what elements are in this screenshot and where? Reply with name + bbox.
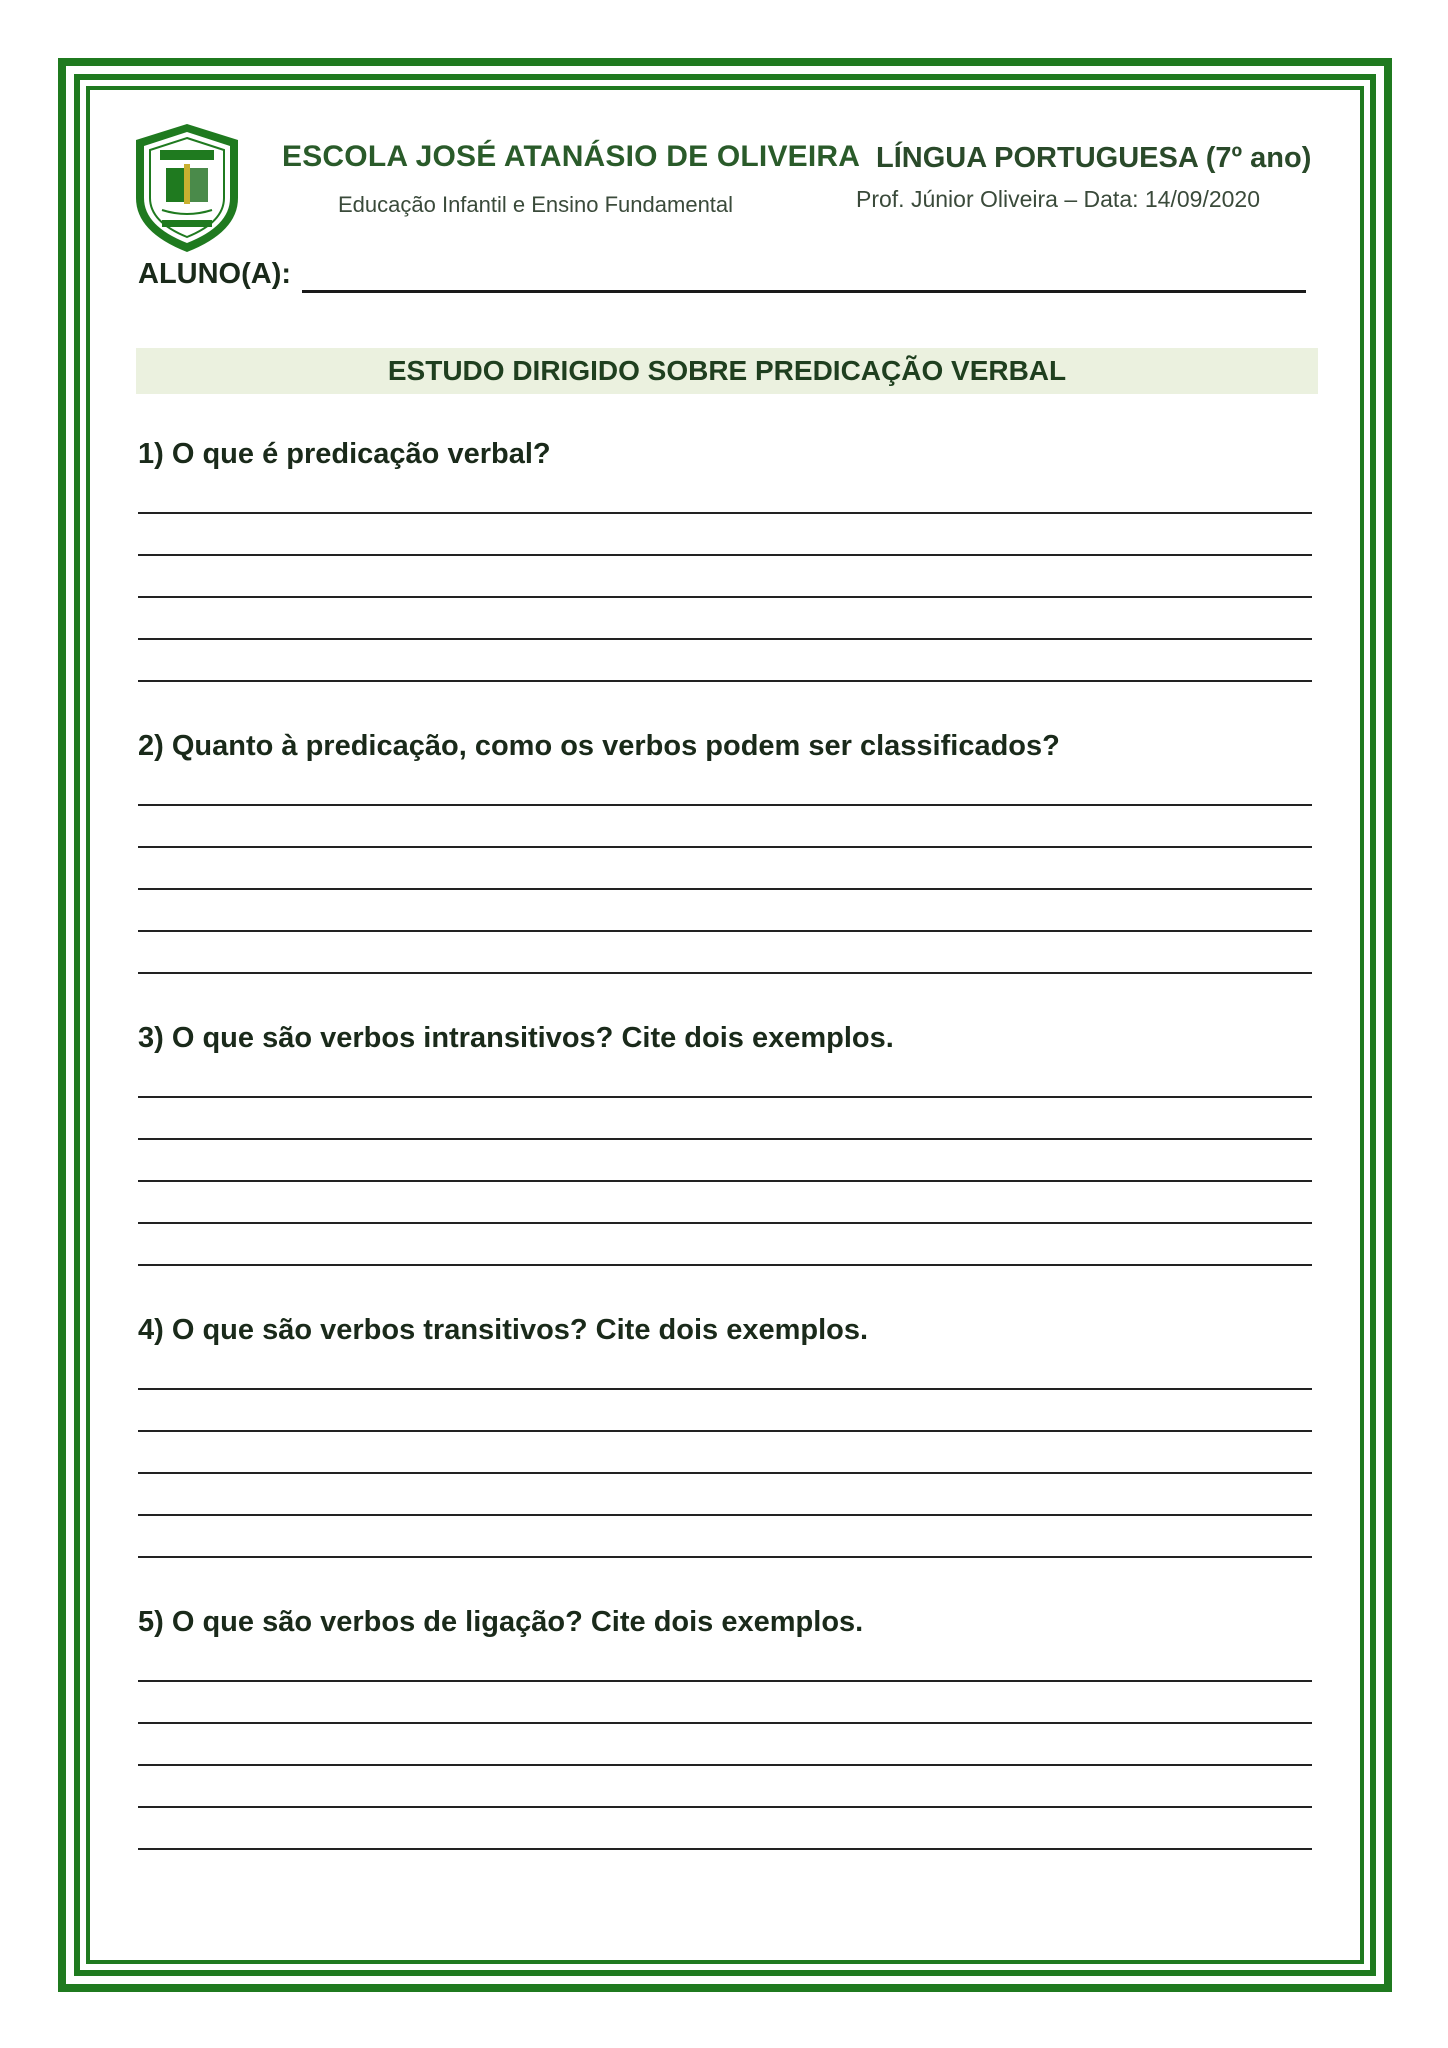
answer-line[interactable]	[138, 1680, 1312, 1682]
answer-line[interactable]	[138, 596, 1312, 598]
worksheet-title-bar	[136, 348, 1318, 394]
question-3: 3) O que são verbos intransitivos? Cite dois exemplos.	[138, 1022, 894, 1054]
answer-line[interactable]	[138, 1388, 1312, 1390]
question-5: 5) O que são verbos de ligação? Cite dois exemplos.	[138, 1606, 864, 1638]
question-1: 1) O que é predicação verbal?	[138, 438, 551, 470]
student-name-line[interactable]	[302, 290, 1306, 293]
answer-line[interactable]	[138, 554, 1312, 556]
answer-line[interactable]	[138, 1472, 1312, 1474]
question-4: 4) O que são verbos transitivos? Cite dois exemplos.	[138, 1314, 869, 1346]
answer-line[interactable]	[138, 804, 1312, 806]
answer-line[interactable]	[138, 1806, 1312, 1808]
student-label: ALUNO(A):	[138, 258, 292, 290]
answer-line[interactable]	[138, 1514, 1312, 1516]
answer-line[interactable]	[138, 1264, 1312, 1266]
answer-line[interactable]	[138, 846, 1312, 848]
question-2: 2) Quanto à predicação, como os verbos podem ser classificados?	[138, 730, 1060, 762]
answer-line[interactable]	[138, 1556, 1312, 1558]
teacher-date: Prof. Júnior Oliveira – Data: 14/09/2020	[856, 186, 1261, 212]
answer-line[interactable]	[138, 512, 1312, 514]
subject-title: LÍNGUA PORTUGUESA (7º ano)	[876, 142, 1312, 174]
answer-line[interactable]	[138, 680, 1312, 682]
answer-line[interactable]	[138, 1722, 1312, 1724]
school-subtitle: Educação Infantil e Ensino Fundamental	[338, 192, 734, 217]
answer-line[interactable]	[138, 638, 1312, 640]
answer-line[interactable]	[138, 1848, 1312, 1850]
answer-line[interactable]	[138, 972, 1312, 974]
answer-line[interactable]	[138, 1430, 1312, 1432]
answer-line[interactable]	[138, 930, 1312, 932]
answer-line[interactable]	[138, 1222, 1312, 1224]
answer-line[interactable]	[138, 1138, 1312, 1140]
answer-line[interactable]	[138, 1096, 1312, 1098]
school-name: ESCOLA JOSÉ ATANÁSIO DE OLIVEIRA	[282, 140, 861, 173]
answer-line[interactable]	[138, 888, 1312, 890]
answer-line[interactable]	[138, 1180, 1312, 1182]
school-crest-icon	[126, 120, 248, 256]
answer-line[interactable]	[138, 1764, 1312, 1766]
worksheet-title: ESTUDO DIRIGIDO SOBRE PREDICAÇÃO VERBAL	[387, 355, 1067, 386]
